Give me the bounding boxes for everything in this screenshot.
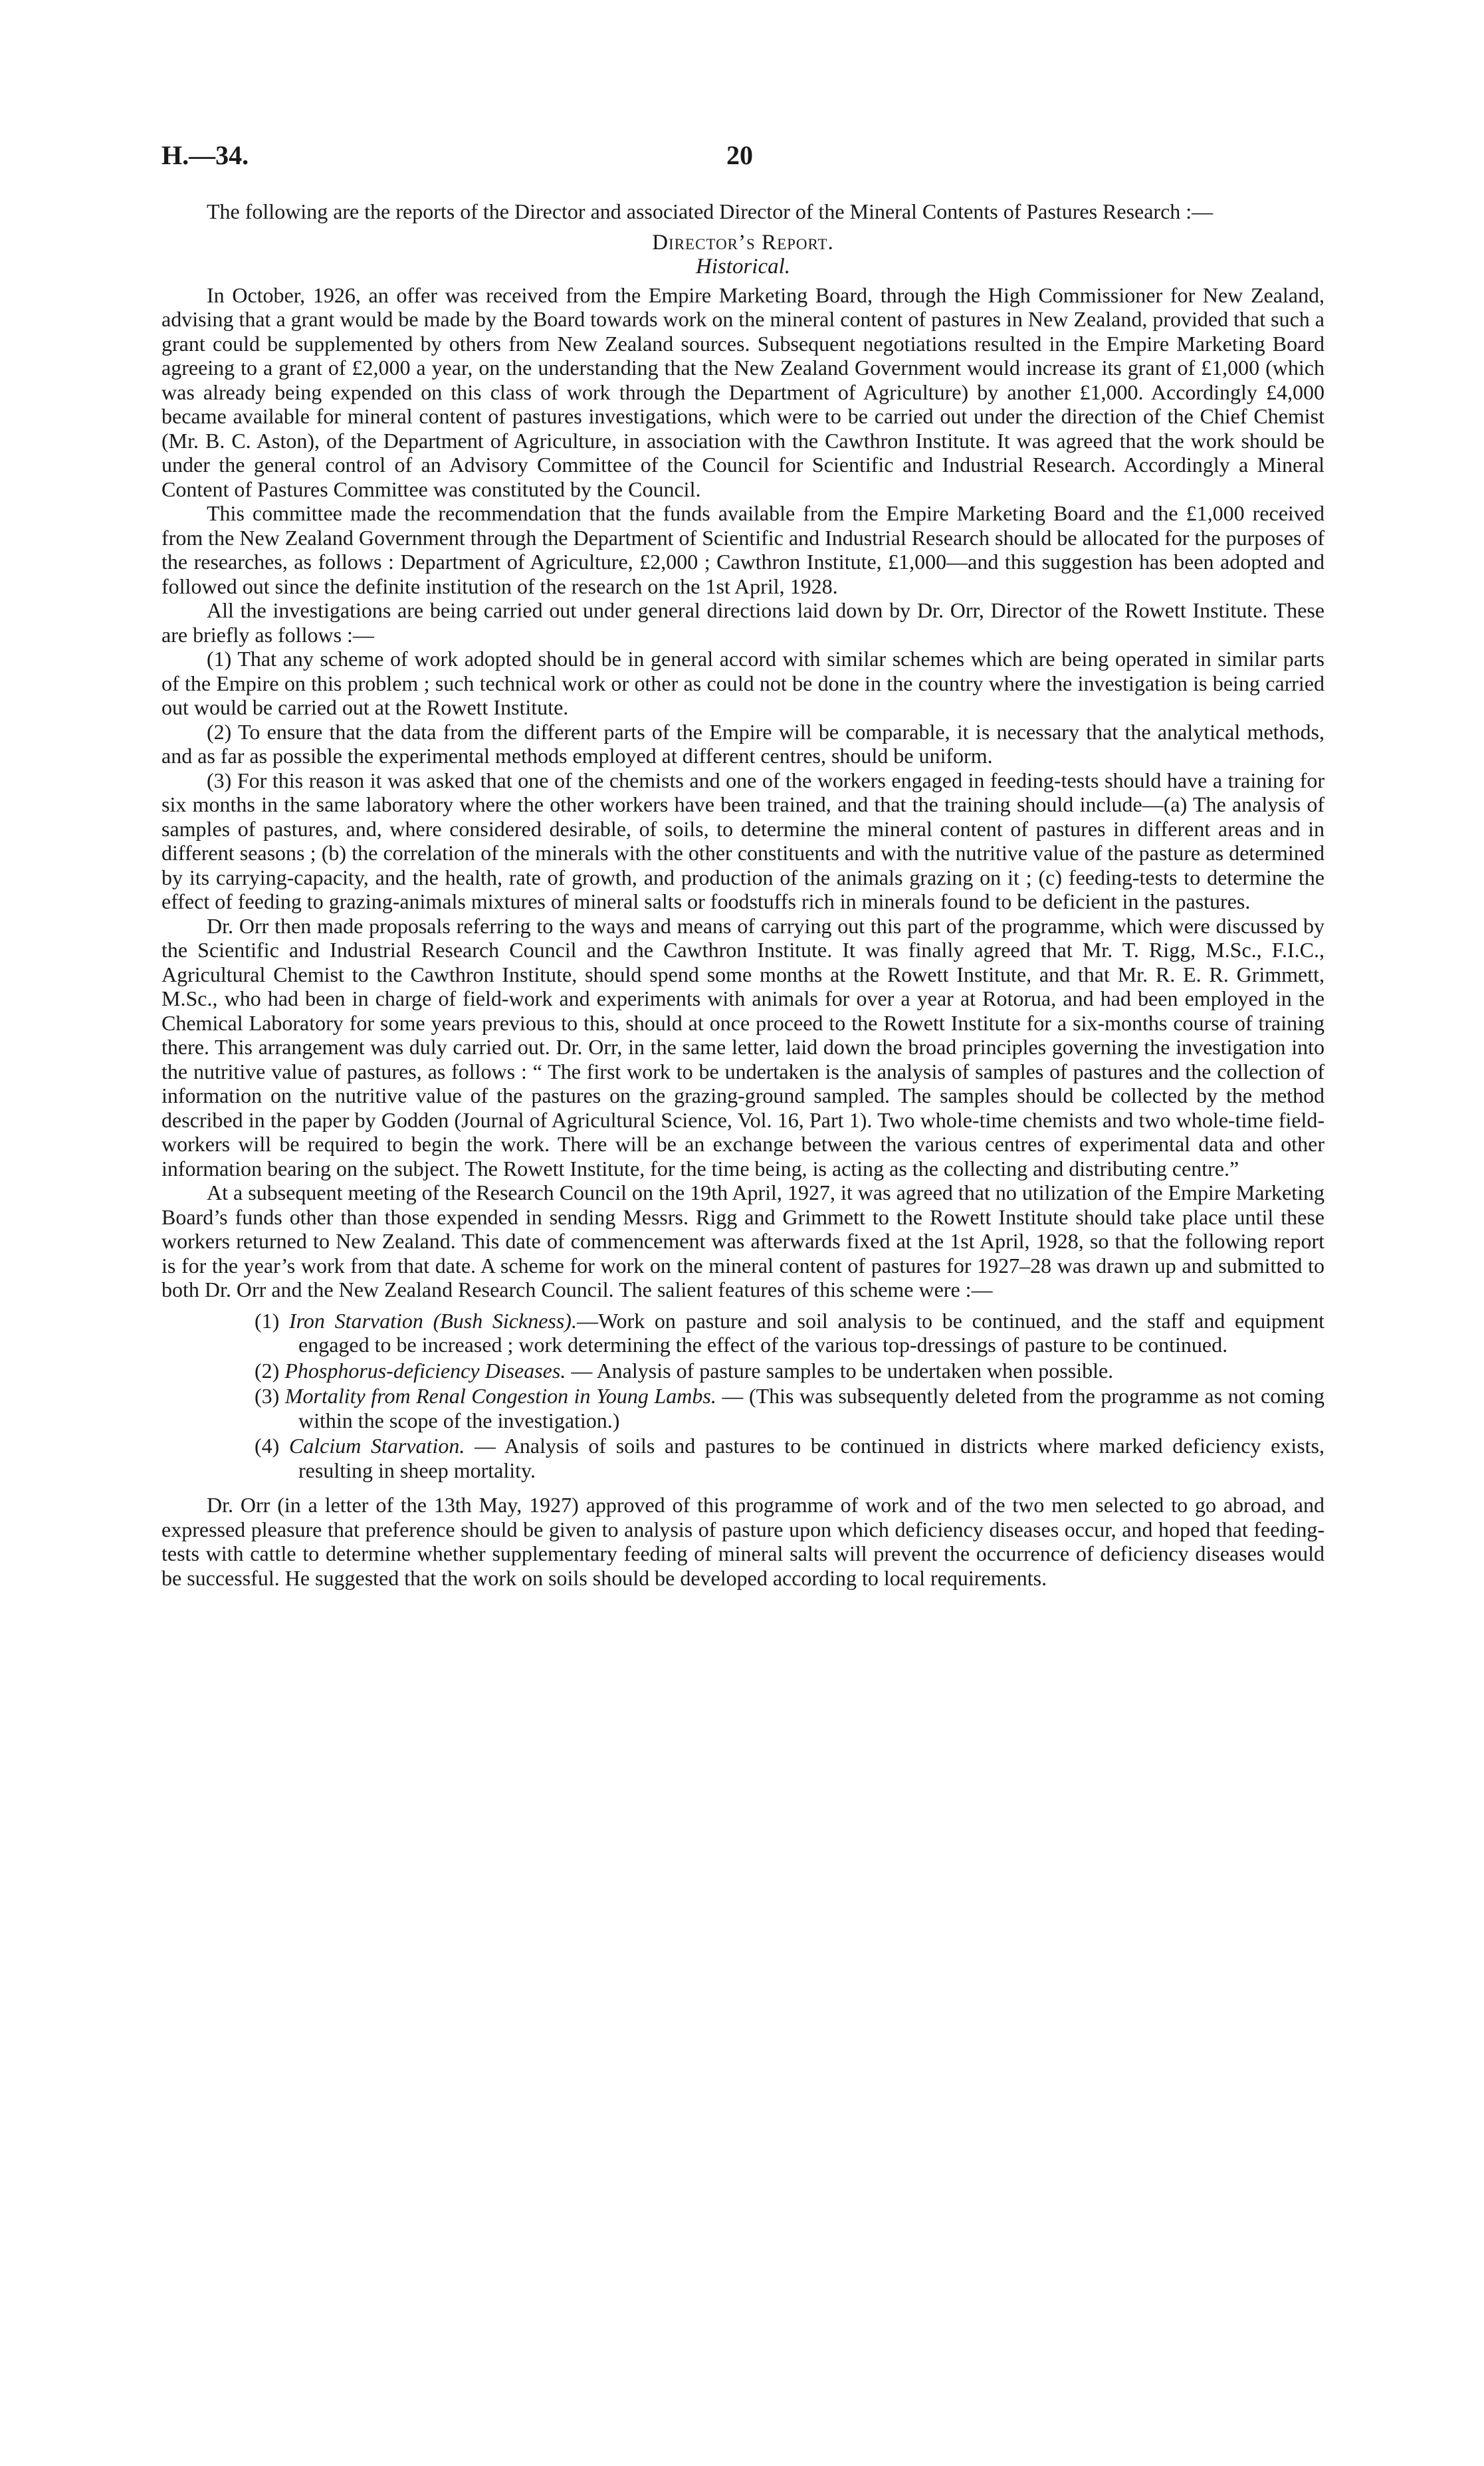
report-heading: Director’s Report.: [652, 230, 834, 255]
feature-number: (4): [255, 1434, 280, 1458]
feature-number: (1): [255, 1308, 280, 1333]
feature-title: Calcium Starvation.: [288, 1434, 465, 1458]
feature-text: — Analysis of soils and pastures to be continued in districts where marked deficiency exists, resulting in sheep mortality.: [298, 1434, 1325, 1482]
feature-text: — (This was subsequently deleted from the programme as not coming within the scope of the investigation.): [298, 1384, 1325, 1432]
page-header: [161, 140, 1325, 179]
page-number: 20: [726, 140, 753, 170]
paragraph: All the investigations are being carried out under general directions laid down by Dr. Orr, Director of the Rowett Institute. These are briefly as follows :—: [161, 598, 1325, 647]
document-reference: H.—34.: [161, 140, 249, 170]
paragraph: Dr. Orr then made proposals referring to the ways and means of carrying out this part of the programme, which were discussed by the Scientific and Industrial Research Council and the Cawthron Institute. It was finally agreed that Mr. T. Rigg, M.Sc., F.I.C., Agricultural Chemist to the Cawthron Institute, should spend some months at the Rowett Institute, and that Mr. R. E. R. Grimmett, M.Sc., who had been in charge of field-work and experiments with animals for over a year at Rotorua, and had been employed in the Chemical Laboratory for some years previous to this, should at once proceed to the Rowett Institute for a six-months course of training there. This arrangement was duly carried out. Dr. Orr, in the same letter, laid down the broad principles governing the investigation into the nutritive value of pastures, as follows : “ The first work to be undertaken is the analysis of samples of pastures and the collection of information on the nutritive value of the pastures on the grazing-ground sampled. The samples should be collected by the method described in the paper by Godden (Journal of Agricultural Science, Vol. 16, Part 1). Two whole-time chemists and two whole-time field-workers will be required to begin the work. There will be an exchange between the various centres of experimental data and other information bearing on the subject. The Rowett Institute, for the time being, is acting as the collecting and distributing centre.”: [161, 913, 1325, 1180]
list-item: [161, 1384, 1325, 1432]
section-heading: Historical.: [695, 255, 791, 279]
paragraph: At a subsequent meeting of the Research Council on the 19th April, 1927, it was agreed that no utilization of the Empire Marketing Board’s funds other than those expended in sending Messrs. Rigg and Grimmett to the Rowett Institute should take place until these workers returned to New Zealand. This date of commencement was afterwards fixed at the 1st April, 1928, so that the following report is for the year’s work from that date. A scheme for work on the mineral content of pastures for 1927–28 was drawn up and submitted to both Dr. Orr and the New Zealand Research Council. The salient features of this scheme were :—: [161, 1180, 1325, 1301]
list-item: [161, 1434, 1325, 1482]
feature-text: —Work on pasture and soil analysis to be continued, and the staff and equipment engaged to be increased ; work determining the effect of the various top-dressings of pasture to be continued.: [298, 1308, 1325, 1357]
feature-title: Mortality from Renal Congestion in Young Lambs.: [284, 1384, 716, 1408]
feature-text: — Analysis of pasture samples to be undertaken when possible.: [566, 1358, 1114, 1383]
closing-paragraph: Dr. Orr (in a letter of the 13th May, 1927) approved of this programme of work and of the two men selected to go abroad, and expressed pleasure that preference should be given to analysis of pasture upon which deficiency diseases occur, and hoped that feeding-tests with cattle to determine whether supplementary feeding of mineral salts will prevent the occurrence of deficiency diseases would be successful. He suggested that the work on soils should be developed according to local requirements.: [161, 1493, 1325, 1590]
feature-title: Iron Starvation (Bush Sickness).: [288, 1308, 577, 1333]
paragraph: (1) That any scheme of work adopted should be in general accord with similar schemes which are being operated in similar parts of the Empire on this problem ; such technical work or other as could not be done in the country where the investigation is being carried out would be carried out at the Rowett Institute.: [161, 647, 1325, 719]
page-body: [161, 199, 1325, 1590]
paragraph: This committee made the recommendation that the funds available from the Empire Marketing Board and the £1,000 received from the New Zealand Government through the Department of Scientific and Industrial Research should be allocated for the purposes of the researches, as follows : Department of Agriculture, £2,000 ; Cawthron Institute, £1,000—and this suggestion has been adopted and followed out since the definite institution of the research on the 1st April, 1928.: [161, 501, 1325, 598]
feature-number: (3): [255, 1384, 280, 1408]
feature-title: Phosphorus-deficiency Diseases.: [284, 1358, 566, 1383]
paragraph: (3) For this reason it was asked that one of the chemists and one of the workers engaged in feeding-tests should have a training for six months in the same laboratory where the other workers have been trained, and that the training should include—(a) The analysis of samples of pastures, and, where considered desirable, of soils, to determine the mineral content of pastures in different areas and in different seasons ; (b) the correlation of the minerals with the other constituents and with the nutritive value of the pasture as determined by its carrying-capacity, and the health, rate of growth, and production of the animals grazing on it ; (c) feeding-tests to determine the effect of feeding to grazing-animals mixtures of mineral salts or foodstuffs rich in minerals found to be deficient in the pastures.: [161, 768, 1325, 913]
list-item: [161, 1359, 1325, 1383]
scheme-features-list: [161, 1309, 1325, 1483]
paragraph: In October, 1926, an offer was received from the Empire Marketing Board, through the High Commissioner for New Zealand, advising that a grant would be made by the Board towards work on the mineral content of pastures in New Zealand, provided that such a grant could be supplemented by others from New Zealand sources. Subsequent negotiations resulted in the Empire Marketing Board agreeing to a grant of £2,000 a year, on the understanding that the New Zealand Government would increase its grant of £1,000 (which was already being expended on this class of work through the Department of Agriculture) by another £1,000. Accordingly £4,000 became available for mineral content of pastures investigations, which were to be carried out under the direction of the Chief Chemist (Mr. B. C. Aston), of the Department of Agriculture, in association with the Cawthron Institute. It was agreed that the work should be under the general control of an Advisory Committee of the Council for Scientific and Industrial Research. Accordingly a Mineral Content of Pastures Committee was constituted by the Council.: [161, 282, 1325, 501]
feature-number: (2): [255, 1358, 280, 1383]
list-item: [161, 1309, 1325, 1357]
paragraph: (2) To ensure that the data from the different parts of the Empire will be comparable, it is necessary that the analytical methods, and as far as possible the experimental methods employed at different centres, should be uniform.: [161, 719, 1325, 768]
intro-paragraph: The following are the reports of the Director and associated Director of the Mineral Contents of Pastures Research :—: [207, 199, 1214, 223]
